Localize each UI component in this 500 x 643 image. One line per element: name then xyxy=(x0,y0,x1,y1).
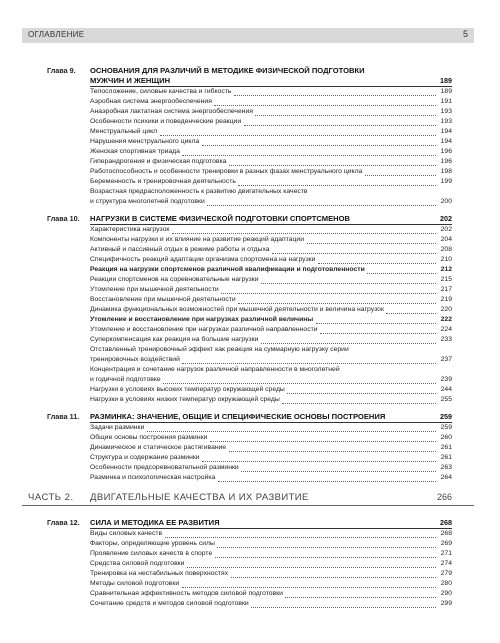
toc-entry[interactable]: Активный и пассивный отдых в режиме работы и отдыха 208 xyxy=(90,246,452,253)
toc-entry[interactable]: Концентрация и сочетание нагрузок различной направленности в многолетней xyxy=(90,366,340,373)
chapter-label: Глава 11. xyxy=(47,412,80,421)
chapter-label: Глава 9. xyxy=(47,66,76,75)
toc-entry[interactable]: Факторы, определяющие уровень силы 269 xyxy=(90,540,452,547)
chapter-title: НАГРУЗКИ В СИСТЕМЕ ФИЗИЧЕСКОЙ ПОДГОТОВКИ СПОРТСМЕНОВ xyxy=(90,214,351,223)
toc-entry[interactable]: Реакция на нагрузки спортсменов различной квалификации и подготовленности 212 xyxy=(90,266,452,273)
toc-entry[interactable]: Реакции спортсменов на соревновательные нагрузки 215 xyxy=(90,276,452,283)
part-title: ДВИГАТЕЛЬНЫЕ КАЧЕСТВА И ИХ РАЗВИТИЕ xyxy=(90,492,309,503)
toc-entry[interactable]: Задачи разминки 259 xyxy=(90,424,452,431)
chapter-label: Глава 12. xyxy=(47,518,80,527)
toc-entry[interactable]: Средства силовой подготовки 274 xyxy=(90,560,452,567)
toc-entry[interactable]: Утомление и восстановление при нагрузках различной направленности 224 xyxy=(90,326,452,333)
toc-entry[interactable]: Методы силовой подготовки 280 xyxy=(90,580,452,587)
part-label: ЧАСТЬ 2. xyxy=(28,492,74,503)
toc-entry[interactable]: Компоненты нагрузки и их влияние на развитие реакций адаптации 204 xyxy=(90,236,452,243)
toc-entry[interactable]: Тренировка на нестабильных поверхностях 279 xyxy=(90,570,452,577)
toc-entry[interactable]: Нагрузки в условиях низких температур окружающей среды 255 xyxy=(90,396,452,403)
chapter-title: СИЛА И МЕТОДИКА ЕЕ РАЗВИТИЯ xyxy=(90,518,220,527)
chapter-title-line2: МУЖЧИН И ЖЕНЩИН xyxy=(90,76,171,85)
header-title: ОГЛАВЛЕНИЕ xyxy=(28,30,85,39)
chapter-rule xyxy=(90,224,452,225)
header-page-number: 5 xyxy=(462,29,468,39)
toc-entry[interactable]: Сочетание средств и методов силовой подготовки 299 xyxy=(90,600,452,607)
toc-entry[interactable]: Виды силовых качеств 268 xyxy=(90,530,452,537)
toc-entry[interactable]: Беременность и тренировочная деятельность 199 xyxy=(90,178,452,185)
toc-entry[interactable]: Разминка и психологическая настройка 264 xyxy=(90,474,452,481)
chapter-page: 268 xyxy=(440,518,452,527)
toc-entry[interactable]: Суперкомпенсация как реакция на большие нагрузки 233 xyxy=(90,336,452,343)
chapter-rule xyxy=(90,86,452,87)
toc-entry-cont[interactable]: тренировочных воздействий 237 xyxy=(90,356,452,363)
toc-entry[interactable]: Возрастная предрасположенность к развитию двигательных качеств xyxy=(90,188,308,195)
toc-entry[interactable]: Утомление при мышечной деятельности 217 xyxy=(90,286,452,293)
toc-entry[interactable]: Проявление силовых качеств в спорте 271 xyxy=(90,550,452,557)
toc-entry[interactable]: Особенности психики и поведенческие реакции 193 xyxy=(90,118,452,125)
chapter-page: 202 xyxy=(440,214,452,223)
toc-entry[interactable]: Общие основы построения разминки 260 xyxy=(90,434,452,441)
toc-entry[interactable]: Анаэробная лактатная система энергообеспечения 193 xyxy=(90,108,452,115)
toc-entry[interactable]: Сравнительная эффективность методов силовой подготовки 290 xyxy=(90,590,452,597)
toc-entry[interactable]: Специфичность реакций адаптации организма спортсмена на нагрузки 210 xyxy=(90,256,452,263)
part-rule xyxy=(22,505,474,506)
toc-entry[interactable]: Нагрузки в условиях высоких температур окружающей среды 244 xyxy=(90,386,452,393)
toc-entry[interactable]: Работоспособность и особенности тренировки в разных фазах менструального цикла 198 xyxy=(90,168,452,175)
toc-entry[interactable]: Отставленный тренировочный эффект как реакция на суммарную нагрузку серии xyxy=(90,346,349,353)
running-header xyxy=(22,28,474,43)
chapter-page: 259 xyxy=(440,412,452,421)
toc-entry[interactable]: Структура и содержание разминки 261 xyxy=(90,454,452,461)
toc-entry[interactable]: Аэробная система энергообеспечения 191 xyxy=(90,98,452,105)
chapter-label: Глава 10. xyxy=(47,214,80,223)
toc-entry[interactable]: Менструальный цикл 194 xyxy=(90,128,452,135)
chapter-rule xyxy=(90,528,452,529)
toc-entry[interactable]: Телосложение, силовые качества и гибкость 189 xyxy=(90,88,452,95)
chapter-title: ОСНОВАНИЯ ДЛЯ РАЗЛИЧИЙ В МЕТОДИКЕ ФИЗИЧЕСКОЙ ПОДГОТОВКИ xyxy=(90,66,365,75)
toc-entry[interactable]: Восстановление при мышечной деятельности 219 xyxy=(90,296,452,303)
toc-entry[interactable]: Динамика функциональных возможностей при мышечной деятельности и величина нагрузок 220 xyxy=(90,306,452,313)
toc-entry[interactable]: Утомление и восстановление при нагрузках различной величины 222 xyxy=(90,316,452,323)
toc-entry[interactable]: Особенности предсоревновательной разминки 263 xyxy=(90,464,452,471)
chapter-page: 189 xyxy=(440,76,452,85)
part-page: 266 xyxy=(436,492,452,502)
toc-entry-cont[interactable]: и годичной подготовке 239 xyxy=(90,376,452,383)
toc-entry[interactable]: Характеристика нагрузок 202 xyxy=(90,226,452,233)
toc-entry-cont[interactable]: и структура многолетней подготовки 200 xyxy=(90,198,452,205)
toc-entry[interactable]: Гиперандрогения и физическая подготовка 196 xyxy=(90,158,452,165)
toc-entry[interactable]: Нарушения менструального цикла 194 xyxy=(90,138,452,145)
toc-entry[interactable]: Динамическое и статическое растягивание 261 xyxy=(90,444,452,451)
toc-entry[interactable]: Женская спортивная триада 196 xyxy=(90,148,452,155)
chapter-rule xyxy=(90,422,452,423)
chapter-title: РАЗМИНКА: ЗНАЧЕНИЕ, ОБЩИЕ И СПЕЦИФИЧЕСКИЕ ОСНОВЫ ПОСТРОЕНИЯ xyxy=(90,412,386,421)
